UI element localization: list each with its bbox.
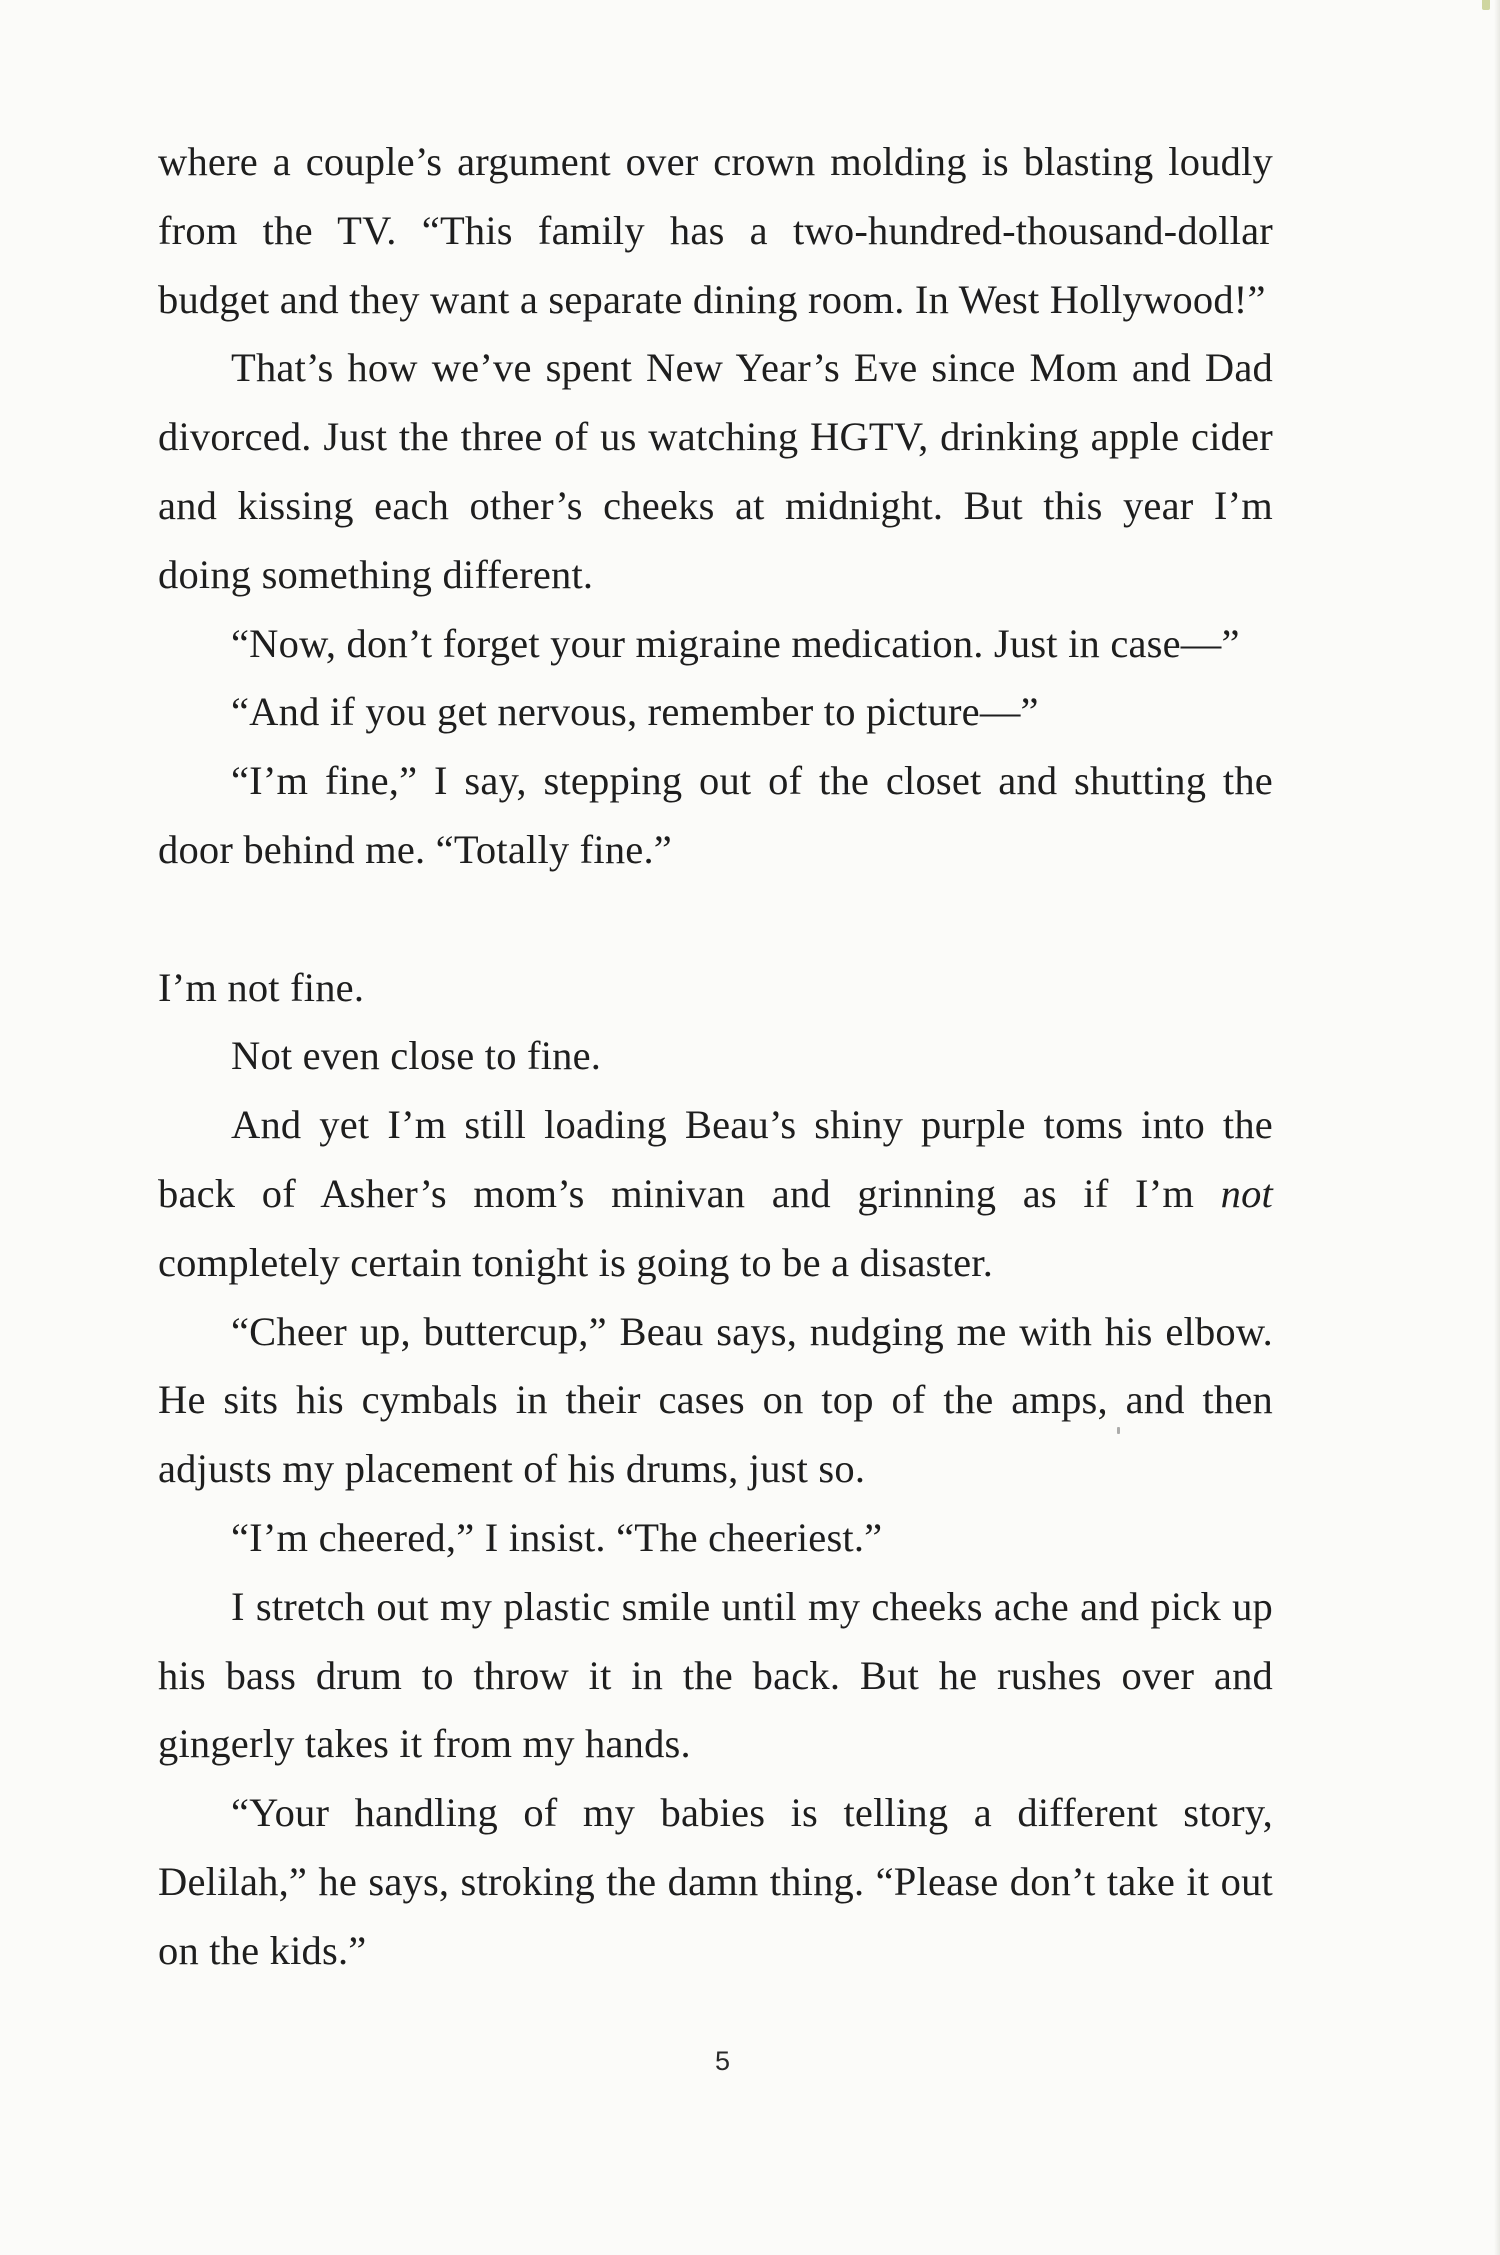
paragraph [158, 1504, 1273, 1573]
paragraph-text: I stretch out my plastic smile until my cheeks ache and pick up his bass drum to throw it in the back. But he rushes over and gingerly takes it from my hands. [158, 1583, 1273, 1767]
paragraph [158, 128, 1273, 334]
page-binding-edge [1494, 0, 1500, 2255]
paragraph-text: I’m not fine. [158, 964, 365, 1010]
paragraph [158, 1091, 1273, 1297]
body-text [158, 128, 1273, 1986]
paragraph [158, 678, 1273, 747]
paragraph [158, 334, 1273, 609]
paragraph-text: “Cheer up, buttercup,” Beau says, nudging me with his elbow. He sits his cymbals in their cases on top of the amps, and then adjusts my placement of his drums, just so. [158, 1308, 1273, 1492]
paragraph-text: completely certain tonight is going to be a disaster. [158, 1239, 994, 1285]
section-break-paragraph [158, 954, 1273, 1023]
paragraph-text: “I’m cheered,” I insist. “The cheeriest.” [231, 1514, 883, 1560]
paragraph [158, 610, 1273, 679]
paragraph [158, 1573, 1273, 1779]
paragraph-text: That’s how we’ve spent New Year’s Eve since Mom and Dad divorced. Just the three of us watching HGTV, drinking apple cider and kissing each other’s cheeks at midnight. But this year I’m doing something different. [158, 345, 1273, 597]
paragraph-text: And yet I’m still loading Beau’s shiny purple toms into the back of Asher’s mom’s minivan and grinning as if I’m [158, 1102, 1273, 1216]
paragraph-text: “Your handling of my babies is telling a different story, Delilah,” he says, stroking the damn thing. “Please don’t take it out on the kids.” [158, 1790, 1273, 1973]
paragraph [158, 747, 1273, 885]
italic-emphasis: not [1220, 1170, 1273, 1216]
paragraph-text: where a couple’s argument over crown molding is blasting loudly from the TV. “This family has a two-hundred-thousand-dollar budget and they want a separate dining room. In West Hollywood!” [158, 139, 1273, 322]
paragraph-text: “And if you get nervous, remember to picture—” [231, 689, 1039, 735]
paragraph-text: Not even close to fine. [231, 1033, 602, 1079]
page-number: 5 [714, 2046, 731, 2076]
paper-speck [1117, 1427, 1120, 1434]
paragraph [158, 1022, 1273, 1091]
paragraph-text: “I’m fine,” I say, stepping out of the closet and shutting the door behind me. “Totally fine.” [158, 758, 1273, 872]
paragraph [158, 1298, 1273, 1504]
paragraph-text: “Now, don’t forget your migraine medication. Just in case—” [231, 620, 1240, 666]
paragraph [158, 1779, 1273, 1985]
corner-mark [1482, 0, 1490, 10]
